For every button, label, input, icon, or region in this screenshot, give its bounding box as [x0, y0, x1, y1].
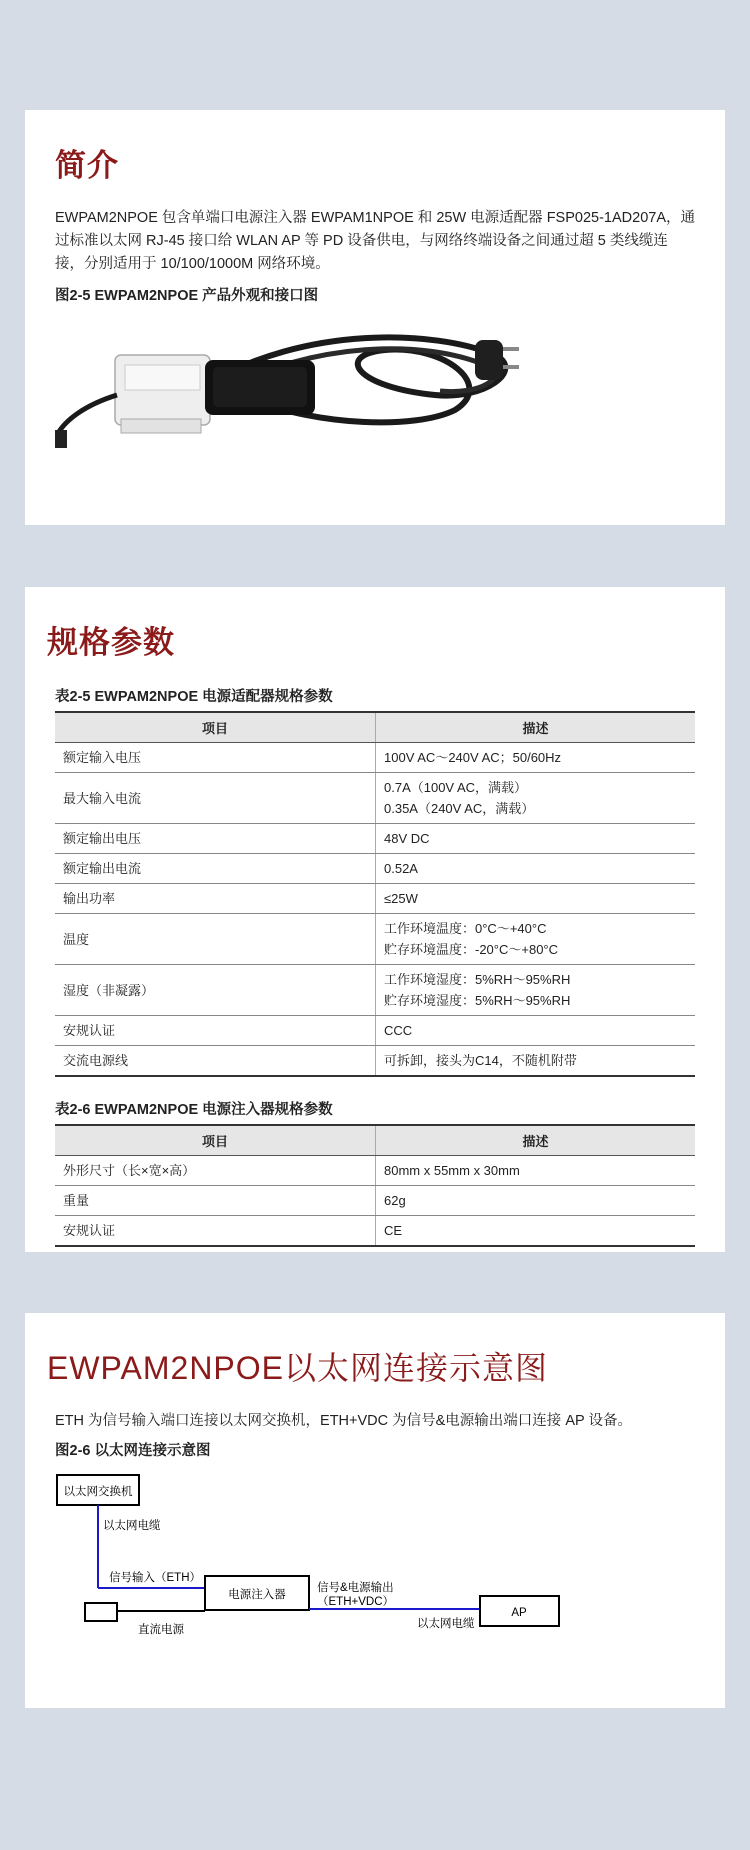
- table1-row: [55, 1046, 695, 1077]
- intro-section: [25, 110, 725, 525]
- table1-row: [55, 1016, 695, 1046]
- connection-section: [25, 1313, 725, 1708]
- table1-item-cell: 温度: [55, 914, 376, 965]
- table2-header-desc: 描述: [376, 1125, 696, 1156]
- table1-row: [55, 854, 695, 884]
- connection-paragraph: ETH 为信号输入端口连接以太网交换机，ETH+VDC 为信号&电源输出端口连接 AP 设备。: [55, 1413, 632, 1429]
- intro-title: 简介: [55, 148, 119, 183]
- table2-desc-cell: [376, 1216, 696, 1247]
- table1-desc-line: 0.35A（240V AC，满载）: [384, 801, 535, 816]
- table1-caption: 表2-5 EWPAM2NPOE 电源适配器规格参数: [55, 689, 333, 705]
- table1-desc-cell: [376, 965, 696, 1016]
- table1-desc-cell: [376, 914, 696, 965]
- table1-desc-line: 贮存环境湿度：5%RH～95%RH: [384, 993, 571, 1008]
- table1-desc-line: 工作环境温度：0°C～+40°C: [384, 921, 547, 936]
- table1-item-cell: 安规认证: [55, 1016, 376, 1046]
- table1-desc-line: 工作环境湿度：5%RH～95%RH: [384, 972, 571, 987]
- table1-row: [55, 914, 695, 965]
- table1-item-cell: 额定输入电压: [55, 743, 376, 773]
- out-label-1: 信号&电源输出: [317, 1582, 394, 1594]
- table2-item-cell: 重量: [55, 1186, 376, 1216]
- table1-desc-line: ≤25W: [384, 891, 418, 906]
- table1-header-desc: 描述: [376, 712, 696, 743]
- table2-desc-line: 80mm x 55mm x 30mm: [384, 1163, 520, 1178]
- table1-header-item: 项目: [55, 712, 376, 743]
- table1-item-cell: 交流电源线: [55, 1046, 376, 1077]
- injector-label: 电源注入器: [228, 1589, 286, 1601]
- intro-paragraph: EWPAM2NPOE 包含单端口电源注入器 EWPAM1NPOE 和 25W 电源适配器 FSP025-1AD207A，通过标准以太网 RJ-45 接口给 WLAN AP 等 PD 设备供电，与网络终端设备之间通过超 5 类线缆连接，分别适用于 10/100/1000M 网络环境。: [55, 210, 695, 272]
- table1-desc-line: 48V DC: [384, 831, 430, 846]
- table1-row: [55, 773, 695, 824]
- figure-caption-2-6: 图2-6 以太网连接示意图: [55, 1443, 211, 1459]
- table2-header-item: 项目: [55, 1125, 376, 1156]
- table1-desc-line: 0.52A: [384, 861, 418, 876]
- dc-source-box: [85, 1603, 117, 1621]
- table1-desc-line: 100V AC～240V AC；50/60Hz: [384, 750, 562, 765]
- dc-label: 直流电源: [138, 1624, 184, 1636]
- ap-label: AP: [511, 1607, 527, 1619]
- table2-desc-cell: [376, 1156, 696, 1186]
- table1-desc-cell: [376, 824, 696, 854]
- switch-label: 以太网交换机: [63, 1486, 133, 1498]
- table1-desc-cell: [376, 884, 696, 914]
- injector-spec-table: [55, 1124, 695, 1247]
- table2-desc-cell: [376, 1186, 696, 1216]
- table1-row: [55, 884, 695, 914]
- table1-item-cell: 最大输入电流: [55, 773, 376, 824]
- table1-desc-line: CCC: [384, 1023, 413, 1038]
- table1-item-cell: 额定输出电流: [55, 854, 376, 884]
- table2-row: [55, 1216, 695, 1247]
- out-label-2: （ETH+VDC）: [317, 1596, 394, 1608]
- specs-section: [25, 587, 725, 1252]
- specs-title: 规格参数: [47, 625, 175, 660]
- connection-title: EWPAM2NPOE以太网连接示意图: [47, 1350, 549, 1386]
- cable-label-2: 以太网电缆: [417, 1618, 475, 1630]
- table1-desc-line: 贮存环境温度：-20°C～+80°C: [384, 942, 559, 957]
- table1-item-cell: 额定输出电压: [55, 824, 376, 854]
- table2-row: [55, 1186, 695, 1216]
- connection-diagram: [25, 1463, 725, 1663]
- signal-in-label: 信号输入（ETH）: [109, 1572, 201, 1584]
- table1-item-cell: 湿度（非凝露）: [55, 965, 376, 1016]
- table2-item-cell: 安规认证: [55, 1216, 376, 1247]
- figure-caption-2-5: 图2-5 EWPAM2NPOE 产品外观和接口图: [55, 288, 319, 304]
- table2-item-cell: 外形尺寸（长×宽×高）: [55, 1156, 376, 1186]
- product-image: [55, 315, 535, 455]
- table2-desc-line: 62g: [384, 1193, 406, 1208]
- table1-desc-cell: [376, 1016, 696, 1046]
- table1-desc-cell: [376, 773, 696, 824]
- table2-row: [55, 1156, 695, 1186]
- table2-caption: 表2-6 EWPAM2NPOE 电源注入器规格参数: [55, 1102, 333, 1118]
- table1-desc-line: 可拆卸，接头为C14，不随机附带: [384, 1053, 577, 1068]
- table1-row: [55, 824, 695, 854]
- table1-row: [55, 743, 695, 773]
- table1-desc-cell: [376, 854, 696, 884]
- table1-desc-cell: [376, 743, 696, 773]
- table1-desc-cell: [376, 1046, 696, 1077]
- cable-label-1: 以太网电缆: [103, 1520, 161, 1532]
- table1-desc-line: 0.7A（100V AC，满载）: [384, 780, 528, 795]
- table2-desc-line: CE: [384, 1223, 403, 1238]
- table1-row: [55, 965, 695, 1016]
- table1-item-cell: 输出功率: [55, 884, 376, 914]
- adapter-spec-table: [55, 711, 695, 1077]
